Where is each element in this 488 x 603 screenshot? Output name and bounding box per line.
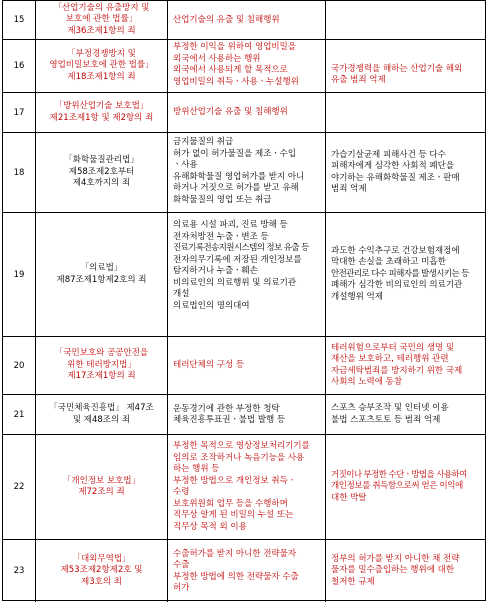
row-number: 21	[3, 395, 36, 434]
table-row	[3, 435, 485, 540]
row-number: 23	[3, 540, 36, 602]
criminal-acts: 부정한 목적으로 영상정보처리기기를 임의로 조작하거나 녹음기능을 사용 하는 행위 등 부정한 방법으로 개인정보 취득ㆍ 수령 보호위원회 업무 등을 수행하며 직무상 알게 된 비밀의 누설 또는 직무상 목적 외 이용	[168, 435, 326, 539]
row-number: 16	[3, 40, 36, 92]
law-provision: 「국민체육진흥법」 제47조 및 제48조의 죄	[36, 395, 168, 434]
law-provision: 「산업기술의 유출방지 및 보호에 관한 법률」 제36조제1항의 죄	[36, 1, 168, 39]
law-provision: 「부정경쟁방지 및 영업비밀보호에 관한 법률」 제18조제1항의 죄	[36, 40, 168, 92]
criminal-acts: 부정한 이익을 위하여 영업비밀을 외국에서 사용하는 행위 외국에서 사용되게 할 목적으로 영업비밀의 취득ㆍ사용ㆍ누설행위	[168, 40, 326, 92]
row-number: 18	[3, 133, 36, 212]
table-row	[3, 337, 485, 395]
table-row	[3, 1, 485, 40]
criminal-acts: 수출허가를 받지 아니한 전략물자 수출 부정한 방법에 의한 전략물자 수출 허가	[168, 540, 326, 602]
law-provision: 「화학물질관리법」 제58조제2호부터 제4호까지의 죄	[36, 133, 168, 212]
table-row	[3, 395, 485, 435]
table-row	[3, 93, 485, 133]
legislative-basis: 거짓이나 부정한 수단ㆍ방법을 사용하여 개인정보를 취득함으로써 얻은 이익에 대한 박탈	[331, 469, 467, 503]
legislative-basis: 테러위험으로부터 국민의 생명 및 재산을 보호하고, 테러행위 관련 자금세탁범죄를 방지하기 위한 국제 사회의 노력에 동참	[331, 342, 463, 387]
criminal-acts: 방위산업기술 유출 및 침해행위	[168, 93, 326, 132]
criminal-acts: 금지물질의 취급 허가 없이 허가물질을 제조ㆍ수입 ㆍ사용 유해화학물질 영업허가를 받지 아니 하거나 거짓으로 허가를 받고 유해 화학물질의 영업 또는 취급	[168, 133, 326, 212]
row-number: 15	[3, 1, 36, 39]
legislative-basis: 과도한 수익추구로 건강보험재정에 막대한 손실을 초래하고 미흡한 안전관리로 다수 피해자를 발생시키는 등 폐해가 심각한 비의료인의 의료기관 개설행위 억제	[331, 245, 469, 302]
legislative-basis: 국가경쟁력을 해하는 산업기술 해외 유출 범죄 억제	[331, 63, 463, 85]
criminal-acts: 운동경기에 관한 부정한 청탁 체육진흥투표권ㆍ불법 발행 등	[168, 395, 326, 434]
legislative-basis: 스포츠 승부조작 및 인터넷 이용 불법 스포츠토토 등 범죄 억제	[331, 403, 449, 425]
legislative-basis	[326, 1, 485, 39]
table-row	[3, 40, 485, 93]
law-provision: 「대외무역법」 제53조제2항제2호 및 제3호의 죄	[36, 540, 168, 602]
law-provision: 「개인정보 보호법」 제72조의 죄	[36, 435, 168, 539]
criminal-acts: 테러단체의 구성 등	[168, 337, 326, 394]
table-row	[3, 213, 485, 337]
row-number: 20	[3, 337, 36, 394]
row-number: 17	[3, 93, 36, 132]
crime-table	[2, 0, 486, 601]
criminal-acts: 의료용 시설 파괴, 진료 방해 등 전자처방전 누출ㆍ변조 등 진료기록전송지원시스템의 정보 유출 등 전자의무기록에 저장된 개인정보를 탐지하거나 누출ㆍ훼손 비의료인의 의료행위 및 의료기관 개설 의료법인의 명의대여	[168, 213, 326, 336]
legislative-basis: 정부의 허가를 받지 아니한 채 전략 물자를 밀수출입하는 행위에 대한 철저한 규제	[331, 553, 460, 587]
table-row	[3, 133, 485, 213]
row-number: 22	[3, 435, 36, 539]
legislative-basis: 가습기살균제 피해사건 등 다수 피해자에게 심각한 사회적 폐단을 야기하는 유해화학물질 제조ㆍ판매 범죄 억제	[331, 149, 460, 194]
law-provision: 「의료법」 제87조제1항제2호의 죄	[36, 213, 168, 336]
row-number: 19	[3, 213, 36, 336]
legislative-basis	[326, 93, 485, 132]
law-provision: 「국민보호와 공공안전을 위한 테러방지법」 제17조제1항의 죄	[36, 337, 168, 394]
table-row	[3, 540, 485, 602]
criminal-acts: 산업기술의 유출 및 침해행위	[168, 1, 326, 39]
law-provision: 「방위산업기술 보호법」 제21조제1항 및 제2항의 죄	[36, 93, 168, 132]
